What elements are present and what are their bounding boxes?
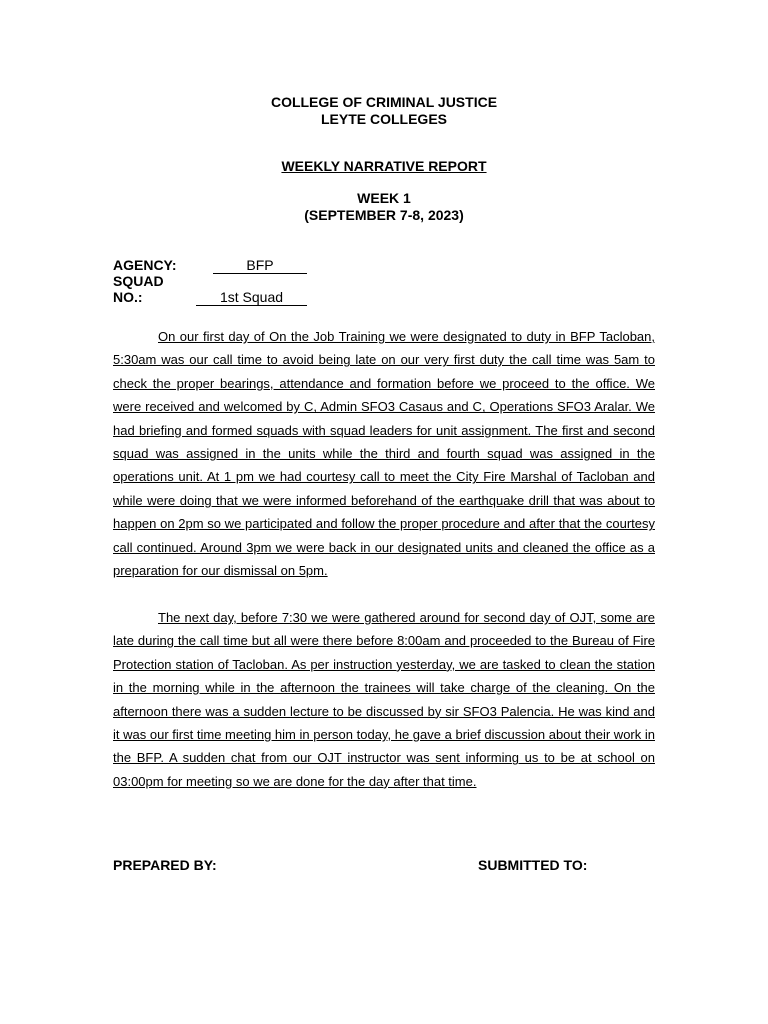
report-dates: (SEPTEMBER 7-8, 2023) [304,207,464,223]
squad-value: 1st Squad [196,289,307,306]
school-name: LEYTE COLLEGES [320,111,447,127]
narrative-paragraph-1 [113,325,655,582]
prepared-by-label: PREPARED BY: [113,857,217,873]
narrative-paragraph-2 [113,606,655,793]
squad-label: SQUAD NO.: [113,273,164,305]
submitted-to-label: SUBMITTED TO: [478,857,588,873]
squad-field [113,273,307,306]
report-title: WEEKLY NARRATIVE REPORT [281,158,487,174]
agency-field [113,257,307,274]
paragraph-2-text: The next day, before 7:30 we were gathered around for second day of OJT, some are late during the call time but all were there before 8:00am and proceeded to the Bureau of Fire Protection station of Tacloban. As per instruction yesterday, we are tasked to clean the station in the morning while in the afternoon the trainees will take charge of the cleaning. On the afternoon there was a sudden lecture to be discussed by sir SFO3 Palencia. He was kind and it was our first time meeting him in person today, he gave a brief discussion about their work in the BFP. A sudden chat from our OJT instructor was sent informing us to be at school on 03:00pm for meeting so we are done for the day after that time. [113,610,655,789]
paragraph-1-text: On our first day of On the Job Training we were designated to duty in BFP Tacloban, 5:30am was our call time to avoid being late on our very first duty the call time was 5am to check the proper bearings, attendance and formation before we proceed to the office. We were received and welcomed by C, Admin SFO3 Casaus and C, Operations SFO3 Aralar. We had briefing and formed squads with squad leaders for unit assignment. The first and second squad was assigned in the units while the third and fourth squad was assigned in the operations unit. At 1 pm we had courtesy call to meet the City Fire Marshal of Tacloban and while were doing that we were informed beforehand of the earthquake drill that was about to happen on 2pm so we participated and follow the proper procedure and after that the courtesy call continued. Around 3pm we were back in our designated units and cleaned the office as a preparation for our dismissal on 5pm. [113,329,655,579]
week-label: WEEK 1 [357,190,411,206]
college-title: COLLEGE OF CRIMINAL JUSTICE [270,94,498,110]
agency-value: BFP [213,257,307,274]
agency-label: AGENCY: [113,257,177,273]
